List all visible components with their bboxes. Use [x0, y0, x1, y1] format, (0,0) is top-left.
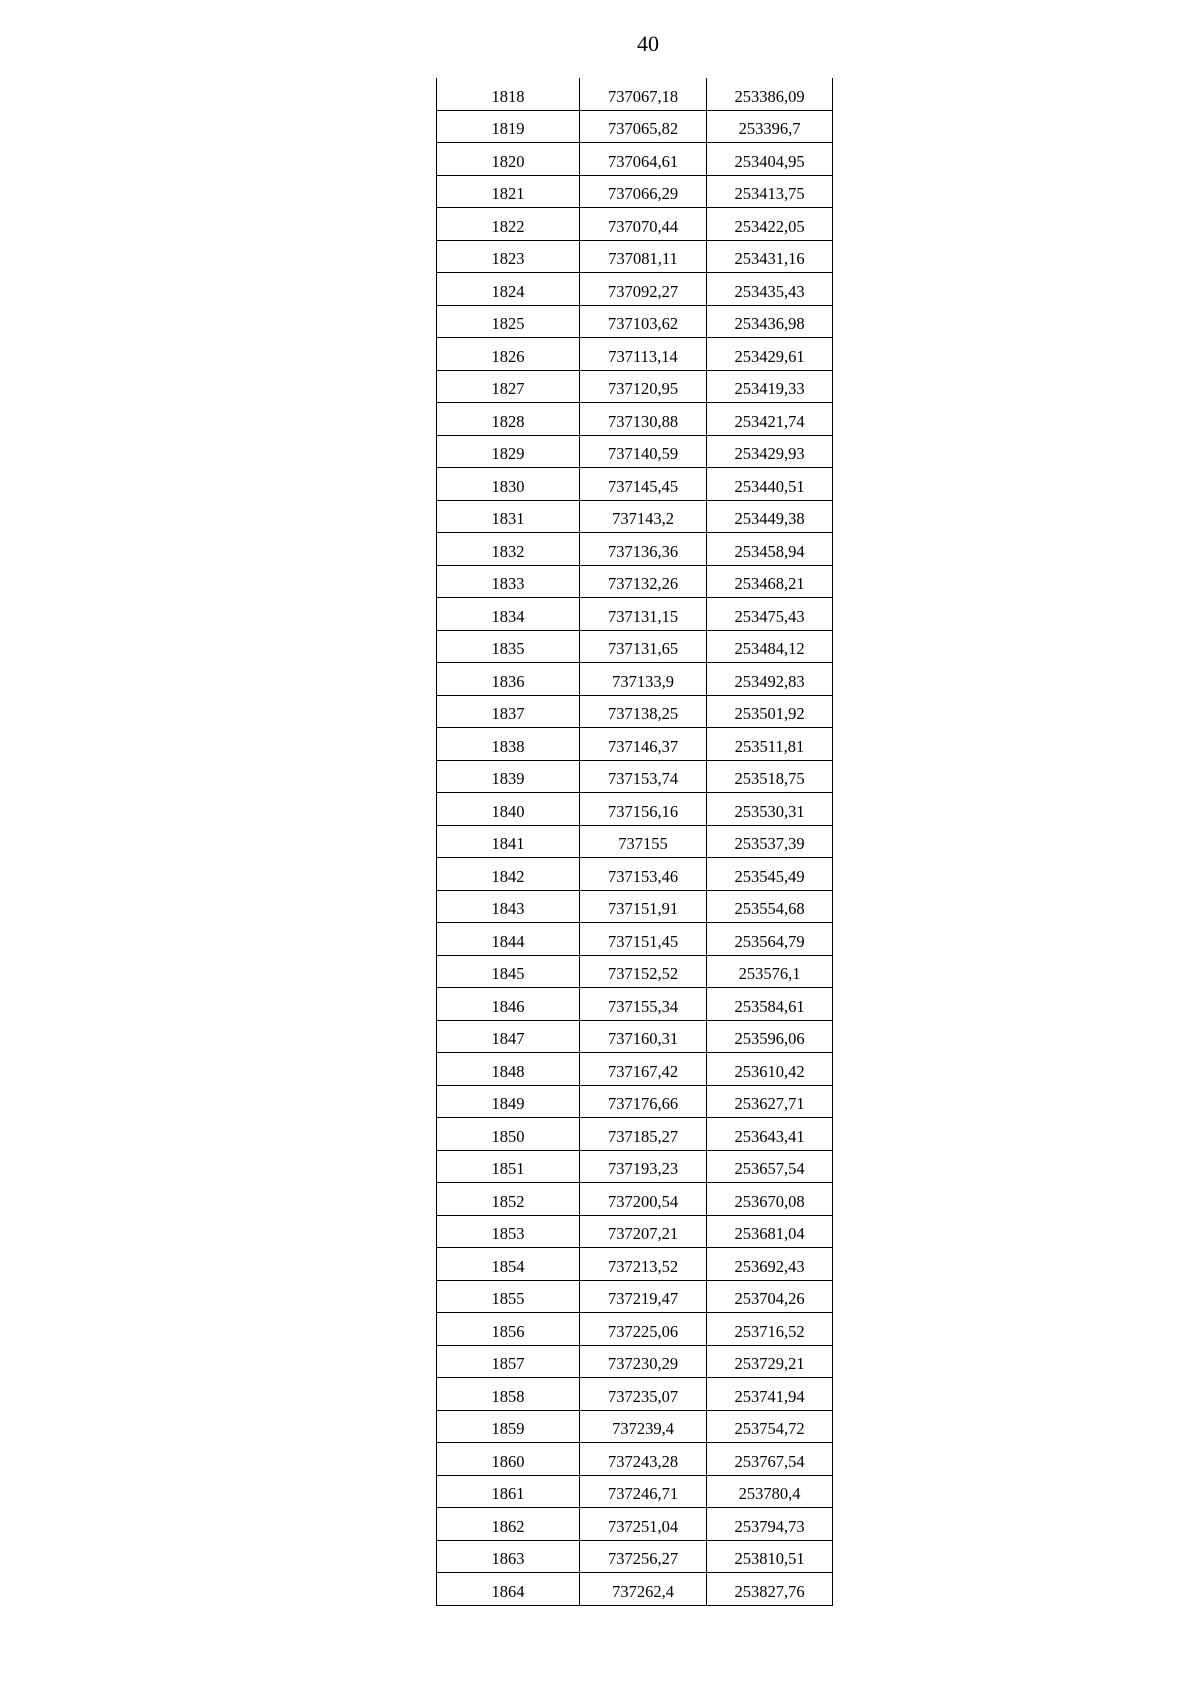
- point-number-cell: 1849: [437, 1085, 580, 1118]
- y-coordinate-cell: 253545,49: [707, 858, 833, 891]
- point-number-cell: 1856: [437, 1313, 580, 1346]
- table-row: [437, 825, 833, 858]
- x-coordinate-cell: 737067,18: [580, 78, 707, 110]
- table-row: [437, 1313, 833, 1346]
- table-row: [437, 1215, 833, 1248]
- y-coordinate-cell: 253440,51: [707, 468, 833, 501]
- table-row: [437, 728, 833, 761]
- table-row: [437, 1020, 833, 1053]
- point-number-cell: 1824: [437, 273, 580, 306]
- point-number-cell: 1836: [437, 663, 580, 696]
- y-coordinate-cell: 253518,75: [707, 760, 833, 793]
- table-row: [437, 143, 833, 176]
- table-row: [437, 468, 833, 501]
- y-coordinate-cell: 253468,21: [707, 565, 833, 598]
- y-coordinate-cell: 253576,1: [707, 955, 833, 988]
- table-row: [437, 1248, 833, 1281]
- point-number-cell: 1831: [437, 500, 580, 533]
- y-coordinate-cell: 253429,61: [707, 338, 833, 371]
- table-row: [437, 565, 833, 598]
- x-coordinate-cell: 737193,23: [580, 1150, 707, 1183]
- point-number-cell: 1837: [437, 695, 580, 728]
- y-coordinate-cell: 253827,76: [707, 1573, 833, 1606]
- y-coordinate-cell: 253657,54: [707, 1150, 833, 1183]
- table-row: [437, 858, 833, 891]
- x-coordinate-cell: 737207,21: [580, 1215, 707, 1248]
- table-row: [437, 338, 833, 371]
- point-number-cell: 1822: [437, 208, 580, 241]
- point-number-cell: 1847: [437, 1020, 580, 1053]
- y-coordinate-cell: 253501,92: [707, 695, 833, 728]
- y-coordinate-cell: 253449,38: [707, 500, 833, 533]
- table-row: [437, 273, 833, 306]
- y-coordinate-cell: 253584,61: [707, 988, 833, 1021]
- point-number-cell: 1828: [437, 403, 580, 436]
- y-coordinate-cell: 253492,83: [707, 663, 833, 696]
- x-coordinate-cell: 737152,52: [580, 955, 707, 988]
- y-coordinate-cell: 253421,74: [707, 403, 833, 436]
- point-number-cell: 1830: [437, 468, 580, 501]
- table-row: [437, 403, 833, 436]
- x-coordinate-cell: 737213,52: [580, 1248, 707, 1281]
- x-coordinate-cell: 737225,06: [580, 1313, 707, 1346]
- y-coordinate-cell: 253396,7: [707, 110, 833, 143]
- y-coordinate-cell: 253530,31: [707, 793, 833, 826]
- point-number-cell: 1839: [437, 760, 580, 793]
- point-number-cell: 1859: [437, 1410, 580, 1443]
- x-coordinate-cell: 737153,74: [580, 760, 707, 793]
- x-coordinate-cell: 737151,91: [580, 890, 707, 923]
- coordinates-table: [436, 78, 833, 1606]
- point-number-cell: 1838: [437, 728, 580, 761]
- y-coordinate-cell: 253537,39: [707, 825, 833, 858]
- x-coordinate-cell: 737092,27: [580, 273, 707, 306]
- table-row: [437, 500, 833, 533]
- point-number-cell: 1835: [437, 630, 580, 663]
- x-coordinate-cell: 737251,04: [580, 1508, 707, 1541]
- y-coordinate-cell: 253475,43: [707, 598, 833, 631]
- y-coordinate-cell: 253780,4: [707, 1475, 833, 1508]
- point-number-cell: 1832: [437, 533, 580, 566]
- x-coordinate-cell: 737132,26: [580, 565, 707, 598]
- x-coordinate-cell: 737103,62: [580, 305, 707, 338]
- table-body: [437, 78, 833, 1605]
- x-coordinate-cell: 737081,11: [580, 240, 707, 273]
- x-coordinate-cell: 737133,9: [580, 663, 707, 696]
- table-row: [437, 1118, 833, 1151]
- table-row: [437, 760, 833, 793]
- table-row: [437, 1475, 833, 1508]
- x-coordinate-cell: 737140,59: [580, 435, 707, 468]
- x-coordinate-cell: 737131,15: [580, 598, 707, 631]
- point-number-cell: 1818: [437, 78, 580, 110]
- y-coordinate-cell: 253436,98: [707, 305, 833, 338]
- table-row: [437, 923, 833, 956]
- x-coordinate-cell: 737065,82: [580, 110, 707, 143]
- y-coordinate-cell: 253431,16: [707, 240, 833, 273]
- y-coordinate-cell: 253716,52: [707, 1313, 833, 1346]
- y-coordinate-cell: 253429,93: [707, 435, 833, 468]
- point-number-cell: 1854: [437, 1248, 580, 1281]
- table-row: [437, 370, 833, 403]
- table-row: [437, 663, 833, 696]
- point-number-cell: 1819: [437, 110, 580, 143]
- y-coordinate-cell: 253692,43: [707, 1248, 833, 1281]
- point-number-cell: 1841: [437, 825, 580, 858]
- y-coordinate-cell: 253511,81: [707, 728, 833, 761]
- table-row: [437, 695, 833, 728]
- x-coordinate-cell: 737160,31: [580, 1020, 707, 1053]
- y-coordinate-cell: 253754,72: [707, 1410, 833, 1443]
- x-coordinate-cell: 737219,47: [580, 1280, 707, 1313]
- page-number: 40: [637, 31, 659, 56]
- point-number-cell: 1842: [437, 858, 580, 891]
- point-number-cell: 1823: [437, 240, 580, 273]
- y-coordinate-cell: 253484,12: [707, 630, 833, 663]
- table-row: [437, 793, 833, 826]
- point-number-cell: 1862: [437, 1508, 580, 1541]
- point-number-cell: 1853: [437, 1215, 580, 1248]
- table-row: [437, 110, 833, 143]
- y-coordinate-cell: 253386,09: [707, 78, 833, 110]
- x-coordinate-cell: 737130,88: [580, 403, 707, 436]
- point-number-cell: 1855: [437, 1280, 580, 1313]
- x-coordinate-cell: 737262,4: [580, 1573, 707, 1606]
- table-row: [437, 890, 833, 923]
- x-coordinate-cell: 737200,54: [580, 1183, 707, 1216]
- table-row: [437, 1183, 833, 1216]
- x-coordinate-cell: 737131,65: [580, 630, 707, 663]
- point-number-cell: 1850: [437, 1118, 580, 1151]
- table-row: [437, 240, 833, 273]
- table-row: [437, 630, 833, 663]
- y-coordinate-cell: 253741,94: [707, 1378, 833, 1411]
- point-number-cell: 1844: [437, 923, 580, 956]
- x-coordinate-cell: 737167,42: [580, 1053, 707, 1086]
- point-number-cell: 1820: [437, 143, 580, 176]
- y-coordinate-cell: 253419,33: [707, 370, 833, 403]
- point-number-cell: 1863: [437, 1540, 580, 1573]
- table-row: [437, 533, 833, 566]
- table-row: [437, 1573, 833, 1606]
- x-coordinate-cell: 737113,14: [580, 338, 707, 371]
- table-row: [437, 1443, 833, 1476]
- x-coordinate-cell: 737243,28: [580, 1443, 707, 1476]
- x-coordinate-cell: 737156,16: [580, 793, 707, 826]
- y-coordinate-cell: 253404,95: [707, 143, 833, 176]
- point-number-cell: 1848: [437, 1053, 580, 1086]
- x-coordinate-cell: 737064,61: [580, 143, 707, 176]
- point-number-cell: 1857: [437, 1345, 580, 1378]
- y-coordinate-cell: 253729,21: [707, 1345, 833, 1378]
- x-coordinate-cell: 737136,36: [580, 533, 707, 566]
- x-coordinate-cell: 737155,34: [580, 988, 707, 1021]
- point-number-cell: 1851: [437, 1150, 580, 1183]
- x-coordinate-cell: 737176,66: [580, 1085, 707, 1118]
- point-number-cell: 1858: [437, 1378, 580, 1411]
- point-number-cell: 1833: [437, 565, 580, 598]
- y-coordinate-cell: 253704,26: [707, 1280, 833, 1313]
- point-number-cell: 1860: [437, 1443, 580, 1476]
- point-number-cell: 1852: [437, 1183, 580, 1216]
- point-number-cell: 1825: [437, 305, 580, 338]
- table-row: [437, 1410, 833, 1443]
- point-number-cell: 1845: [437, 955, 580, 988]
- x-coordinate-cell: 737239,4: [580, 1410, 707, 1443]
- x-coordinate-cell: 737138,25: [580, 695, 707, 728]
- x-coordinate-cell: 737143,2: [580, 500, 707, 533]
- table-row: [437, 1540, 833, 1573]
- y-coordinate-cell: 253422,05: [707, 208, 833, 241]
- y-coordinate-cell: 253413,75: [707, 175, 833, 208]
- table-row: [437, 598, 833, 631]
- y-coordinate-cell: 253643,41: [707, 1118, 833, 1151]
- x-coordinate-cell: 737230,29: [580, 1345, 707, 1378]
- x-coordinate-cell: 737145,45: [580, 468, 707, 501]
- point-number-cell: 1827: [437, 370, 580, 403]
- table-row: [437, 175, 833, 208]
- x-coordinate-cell: 737256,27: [580, 1540, 707, 1573]
- x-coordinate-cell: 737146,37: [580, 728, 707, 761]
- y-coordinate-cell: 253767,54: [707, 1443, 833, 1476]
- table-row: [437, 1345, 833, 1378]
- x-coordinate-cell: 737185,27: [580, 1118, 707, 1151]
- point-number-cell: 1829: [437, 435, 580, 468]
- x-coordinate-cell: 737155: [580, 825, 707, 858]
- table-row: [437, 1508, 833, 1541]
- point-number-cell: 1826: [437, 338, 580, 371]
- y-coordinate-cell: 253810,51: [707, 1540, 833, 1573]
- y-coordinate-cell: 253596,06: [707, 1020, 833, 1053]
- y-coordinate-cell: 253458,94: [707, 533, 833, 566]
- y-coordinate-cell: 253681,04: [707, 1215, 833, 1248]
- x-coordinate-cell: 737246,71: [580, 1475, 707, 1508]
- point-number-cell: 1864: [437, 1573, 580, 1606]
- x-coordinate-cell: 737070,44: [580, 208, 707, 241]
- x-coordinate-cell: 737235,07: [580, 1378, 707, 1411]
- table-row: [437, 305, 833, 338]
- table-row: [437, 1053, 833, 1086]
- y-coordinate-cell: 253435,43: [707, 273, 833, 306]
- table-row: [437, 955, 833, 988]
- y-coordinate-cell: 253670,08: [707, 1183, 833, 1216]
- table-row: [437, 988, 833, 1021]
- x-coordinate-cell: 737120,95: [580, 370, 707, 403]
- y-coordinate-cell: 253610,42: [707, 1053, 833, 1086]
- x-coordinate-cell: 737153,46: [580, 858, 707, 891]
- x-coordinate-cell: 737066,29: [580, 175, 707, 208]
- point-number-cell: 1843: [437, 890, 580, 923]
- y-coordinate-cell: 253627,71: [707, 1085, 833, 1118]
- point-number-cell: 1846: [437, 988, 580, 1021]
- y-coordinate-cell: 253564,79: [707, 923, 833, 956]
- table-row: [437, 1280, 833, 1313]
- y-coordinate-cell: 253794,73: [707, 1508, 833, 1541]
- point-number-cell: 1861: [437, 1475, 580, 1508]
- table-row: [437, 208, 833, 241]
- point-number-cell: 1821: [437, 175, 580, 208]
- table-row: [437, 1085, 833, 1118]
- table-row: [437, 435, 833, 468]
- point-number-cell: 1834: [437, 598, 580, 631]
- table-row: [437, 1378, 833, 1411]
- point-number-cell: 1840: [437, 793, 580, 826]
- x-coordinate-cell: 737151,45: [580, 923, 707, 956]
- table-row: [437, 78, 833, 110]
- table-row: [437, 1150, 833, 1183]
- y-coordinate-cell: 253554,68: [707, 890, 833, 923]
